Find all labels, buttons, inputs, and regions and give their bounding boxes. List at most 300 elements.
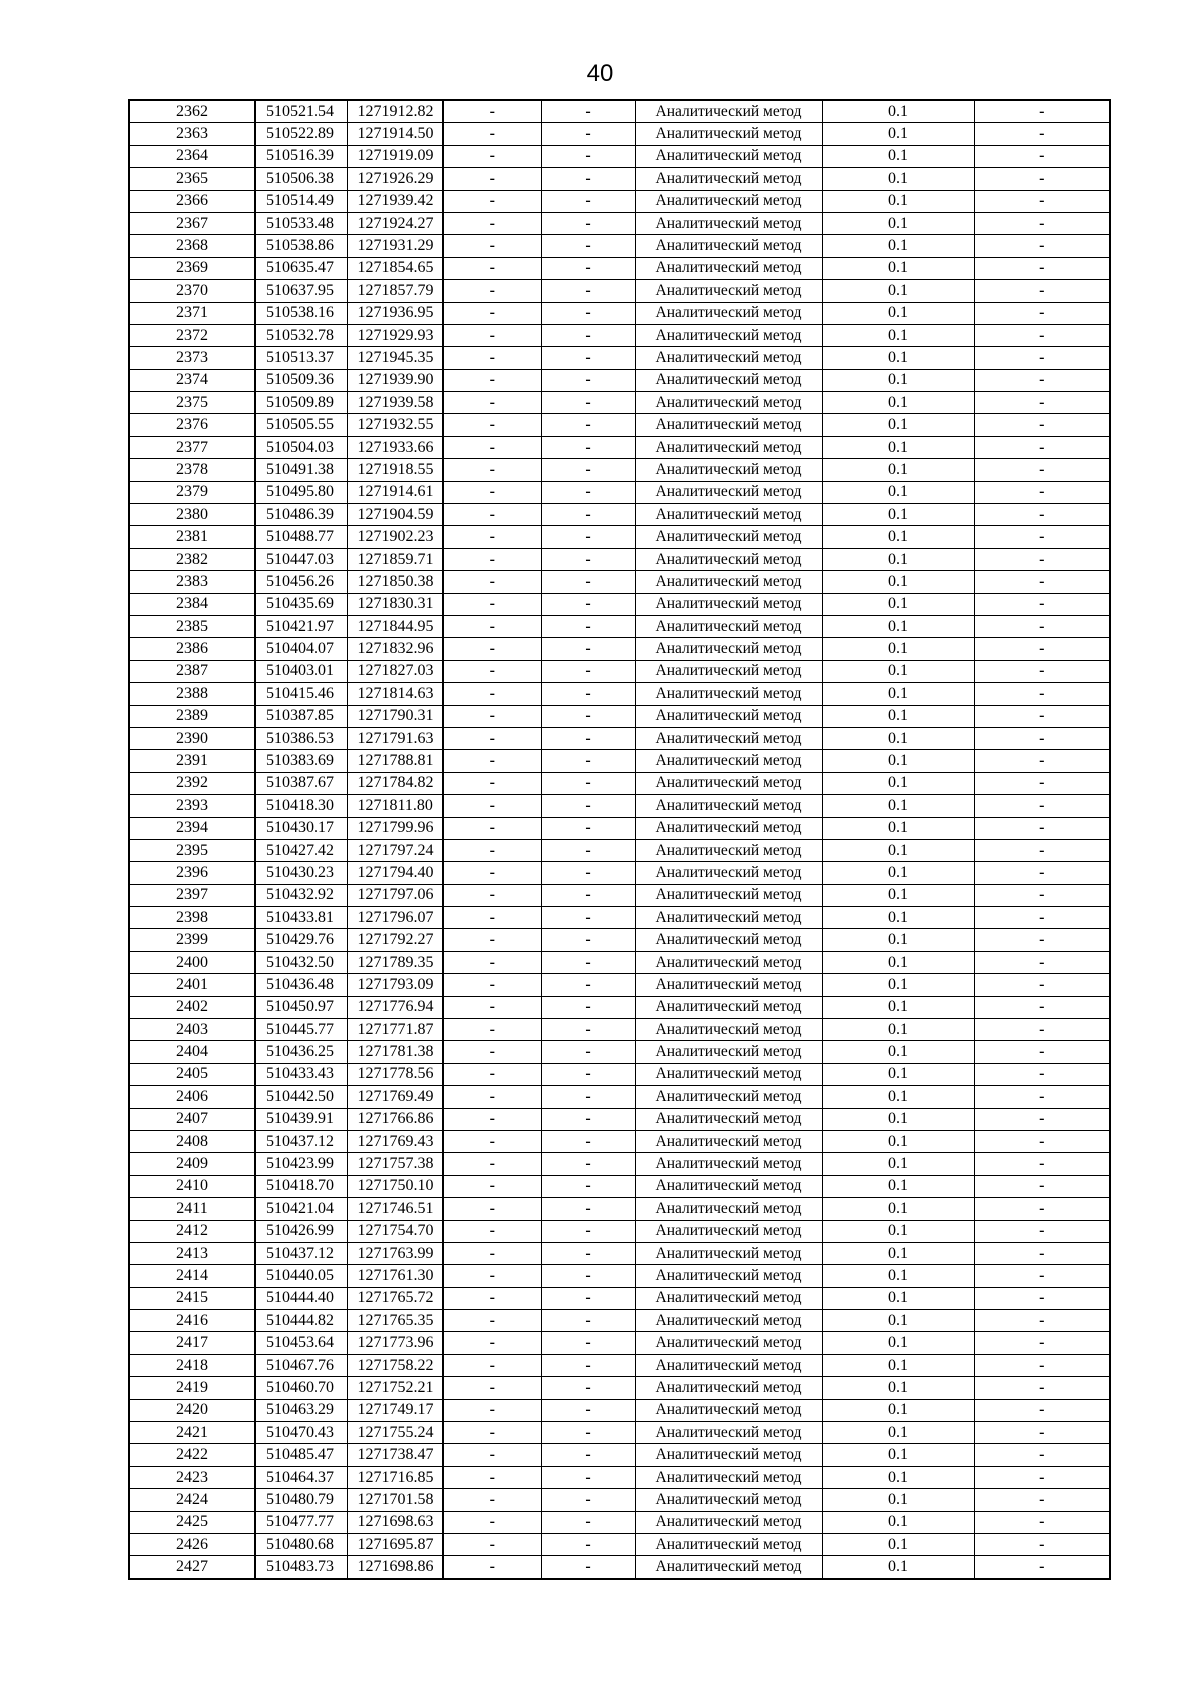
x-coordinate-cell: 510383.69 (255, 750, 347, 772)
empty-cell-b: - (541, 1086, 635, 1108)
empty-cell-b: - (541, 1265, 635, 1287)
x-coordinate-cell: 510442.50 (255, 1086, 347, 1108)
method-cell: Аналитический метод (635, 324, 822, 346)
point-number-cell: 2362 (129, 100, 255, 123)
accuracy-cell: 0.1 (822, 302, 974, 324)
empty-cell-b: - (541, 190, 635, 212)
empty-cell-c: - (974, 526, 1110, 548)
point-number-cell: 2383 (129, 571, 255, 593)
empty-cell-b: - (541, 1399, 635, 1421)
empty-cell-a: - (443, 951, 541, 973)
accuracy-cell: 0.1 (822, 683, 974, 705)
method-cell: Аналитический метод (635, 795, 822, 817)
empty-cell-a: - (443, 996, 541, 1018)
y-coordinate-cell: 1271749.17 (347, 1399, 443, 1421)
accuracy-cell: 0.1 (822, 727, 974, 749)
x-coordinate-cell: 510456.26 (255, 571, 347, 593)
point-number-cell: 2391 (129, 750, 255, 772)
empty-cell-b: - (541, 1220, 635, 1242)
table-row (129, 1399, 1110, 1421)
table-row (129, 1287, 1110, 1309)
table-row (129, 884, 1110, 906)
empty-cell-a: - (443, 1511, 541, 1533)
y-coordinate-cell: 1271914.61 (347, 481, 443, 503)
accuracy-cell: 0.1 (822, 1220, 974, 1242)
table-row (129, 1354, 1110, 1376)
x-coordinate-cell: 510450.97 (255, 996, 347, 1018)
y-coordinate-cell: 1271929.93 (347, 324, 443, 346)
accuracy-cell: 0.1 (822, 907, 974, 929)
x-coordinate-cell: 510467.76 (255, 1354, 347, 1376)
y-coordinate-cell: 1271773.96 (347, 1332, 443, 1354)
y-coordinate-cell: 1271904.59 (347, 504, 443, 526)
empty-cell-a: - (443, 190, 541, 212)
empty-cell-a: - (443, 369, 541, 391)
empty-cell-a: - (443, 1489, 541, 1511)
accuracy-cell: 0.1 (822, 123, 974, 145)
x-coordinate-cell: 510435.69 (255, 593, 347, 615)
empty-cell-c: - (974, 862, 1110, 884)
empty-cell-b: - (541, 1019, 635, 1041)
point-number-cell: 2375 (129, 392, 255, 414)
accuracy-cell: 0.1 (822, 929, 974, 951)
y-coordinate-cell: 1271796.07 (347, 907, 443, 929)
x-coordinate-cell: 510453.64 (255, 1332, 347, 1354)
empty-cell-b: - (541, 504, 635, 526)
method-cell: Аналитический метод (635, 772, 822, 794)
point-number-cell: 2404 (129, 1041, 255, 1063)
table-row (129, 526, 1110, 548)
empty-cell-b: - (541, 481, 635, 503)
x-coordinate-cell: 510426.99 (255, 1220, 347, 1242)
table-row (129, 1377, 1110, 1399)
x-coordinate-cell: 510427.42 (255, 839, 347, 861)
accuracy-cell: 0.1 (822, 145, 974, 167)
accuracy-cell: 0.1 (822, 436, 974, 458)
point-number-cell: 2411 (129, 1198, 255, 1220)
point-number-cell: 2425 (129, 1511, 255, 1533)
point-number-cell: 2389 (129, 705, 255, 727)
point-number-cell: 2374 (129, 369, 255, 391)
accuracy-cell: 0.1 (822, 548, 974, 570)
empty-cell-a: - (443, 907, 541, 929)
empty-cell-c: - (974, 190, 1110, 212)
y-coordinate-cell: 1271784.82 (347, 772, 443, 794)
empty-cell-b: - (541, 1310, 635, 1332)
point-number-cell: 2381 (129, 526, 255, 548)
x-coordinate-cell: 510387.85 (255, 705, 347, 727)
table-row (129, 795, 1110, 817)
empty-cell-c: - (974, 705, 1110, 727)
table-row (129, 750, 1110, 772)
empty-cell-c: - (974, 974, 1110, 996)
empty-cell-b: - (541, 1377, 635, 1399)
table-row (129, 190, 1110, 212)
point-number-cell: 2413 (129, 1242, 255, 1264)
empty-cell-b: - (541, 1242, 635, 1264)
empty-cell-c: - (974, 414, 1110, 436)
method-cell: Аналитический метод (635, 839, 822, 861)
point-number-cell: 2418 (129, 1354, 255, 1376)
empty-cell-a: - (443, 638, 541, 660)
empty-cell-b: - (541, 526, 635, 548)
x-coordinate-cell: 510516.39 (255, 145, 347, 167)
empty-cell-c: - (974, 1444, 1110, 1466)
empty-cell-c: - (974, 1242, 1110, 1264)
accuracy-cell: 0.1 (822, 996, 974, 1018)
accuracy-cell: 0.1 (822, 772, 974, 794)
empty-cell-b: - (541, 1489, 635, 1511)
y-coordinate-cell: 1271797.24 (347, 839, 443, 861)
empty-cell-a: - (443, 1242, 541, 1264)
x-coordinate-cell: 510635.47 (255, 257, 347, 279)
y-coordinate-cell: 1271769.49 (347, 1086, 443, 1108)
point-number-cell: 2367 (129, 212, 255, 234)
empty-cell-b: - (541, 638, 635, 660)
method-cell: Аналитический метод (635, 1332, 822, 1354)
table-row (129, 1220, 1110, 1242)
method-cell: Аналитический метод (635, 414, 822, 436)
empty-cell-b: - (541, 593, 635, 615)
table-row (129, 1086, 1110, 1108)
method-cell: Аналитический метод (635, 571, 822, 593)
table-row (129, 974, 1110, 996)
method-cell: Аналитический метод (635, 1534, 822, 1556)
empty-cell-b: - (541, 1153, 635, 1175)
x-coordinate-cell: 510495.80 (255, 481, 347, 503)
x-coordinate-cell: 510532.78 (255, 324, 347, 346)
table-row (129, 1422, 1110, 1444)
y-coordinate-cell: 1271765.72 (347, 1287, 443, 1309)
empty-cell-a: - (443, 727, 541, 749)
empty-cell-a: - (443, 168, 541, 190)
empty-cell-a: - (443, 795, 541, 817)
empty-cell-a: - (443, 1556, 541, 1579)
point-number-cell: 2393 (129, 795, 255, 817)
table-row (129, 168, 1110, 190)
x-coordinate-cell: 510463.29 (255, 1399, 347, 1421)
x-coordinate-cell: 510436.48 (255, 974, 347, 996)
empty-cell-c: - (974, 907, 1110, 929)
accuracy-cell: 0.1 (822, 1399, 974, 1421)
method-cell: Аналитический метод (635, 1198, 822, 1220)
empty-cell-a: - (443, 1534, 541, 1556)
table-row (129, 436, 1110, 458)
table-row (129, 504, 1110, 526)
table-row (129, 907, 1110, 929)
empty-cell-c: - (974, 481, 1110, 503)
point-number-cell: 2423 (129, 1466, 255, 1488)
accuracy-cell: 0.1 (822, 1354, 974, 1376)
empty-cell-a: - (443, 1019, 541, 1041)
point-number-cell: 2382 (129, 548, 255, 570)
empty-cell-b: - (541, 392, 635, 414)
x-coordinate-cell: 510483.73 (255, 1556, 347, 1579)
x-coordinate-cell: 510430.23 (255, 862, 347, 884)
accuracy-cell: 0.1 (822, 280, 974, 302)
y-coordinate-cell: 1271778.56 (347, 1063, 443, 1085)
point-number-cell: 2419 (129, 1377, 255, 1399)
method-cell: Аналитический метод (635, 907, 822, 929)
empty-cell-b: - (541, 929, 635, 951)
y-coordinate-cell: 1271799.96 (347, 817, 443, 839)
accuracy-cell: 0.1 (822, 1534, 974, 1556)
empty-cell-c: - (974, 1063, 1110, 1085)
x-coordinate-cell: 510447.03 (255, 548, 347, 570)
x-coordinate-cell: 510485.47 (255, 1444, 347, 1466)
empty-cell-a: - (443, 100, 541, 123)
empty-cell-c: - (974, 996, 1110, 1018)
table-row (129, 100, 1110, 123)
point-number-cell: 2386 (129, 638, 255, 660)
empty-cell-a: - (443, 1265, 541, 1287)
empty-cell-a: - (443, 817, 541, 839)
empty-cell-c: - (974, 369, 1110, 391)
empty-cell-c: - (974, 347, 1110, 369)
empty-cell-a: - (443, 1063, 541, 1085)
accuracy-cell: 0.1 (822, 839, 974, 861)
x-coordinate-cell: 510429.76 (255, 929, 347, 951)
empty-cell-b: - (541, 996, 635, 1018)
empty-cell-c: - (974, 817, 1110, 839)
table-row (129, 1242, 1110, 1264)
point-number-cell: 2387 (129, 660, 255, 682)
accuracy-cell: 0.1 (822, 481, 974, 503)
point-number-cell: 2380 (129, 504, 255, 526)
empty-cell-b: - (541, 884, 635, 906)
point-number-cell: 2410 (129, 1175, 255, 1197)
y-coordinate-cell: 1271755.24 (347, 1422, 443, 1444)
accuracy-cell: 0.1 (822, 190, 974, 212)
accuracy-cell: 0.1 (822, 1489, 974, 1511)
empty-cell-c: - (974, 392, 1110, 414)
accuracy-cell: 0.1 (822, 168, 974, 190)
empty-cell-a: - (443, 436, 541, 458)
method-cell: Аналитический метод (635, 459, 822, 481)
point-number-cell: 2372 (129, 324, 255, 346)
method-cell: Аналитический метод (635, 951, 822, 973)
empty-cell-b: - (541, 1422, 635, 1444)
method-cell: Аналитический метод (635, 1422, 822, 1444)
y-coordinate-cell: 1271918.55 (347, 459, 443, 481)
empty-cell-c: - (974, 1175, 1110, 1197)
empty-cell-b: - (541, 212, 635, 234)
table-row (129, 951, 1110, 973)
y-coordinate-cell: 1271750.10 (347, 1175, 443, 1197)
y-coordinate-cell: 1271758.22 (347, 1354, 443, 1376)
x-coordinate-cell: 510480.68 (255, 1534, 347, 1556)
empty-cell-b: - (541, 257, 635, 279)
x-coordinate-cell: 510538.86 (255, 235, 347, 257)
empty-cell-c: - (974, 660, 1110, 682)
x-coordinate-cell: 510387.67 (255, 772, 347, 794)
empty-cell-b: - (541, 324, 635, 346)
y-coordinate-cell: 1271790.31 (347, 705, 443, 727)
x-coordinate-cell: 510506.38 (255, 168, 347, 190)
accuracy-cell: 0.1 (822, 1153, 974, 1175)
empty-cell-c: - (974, 302, 1110, 324)
method-cell: Аналитический метод (635, 212, 822, 234)
empty-cell-c: - (974, 459, 1110, 481)
empty-cell-a: - (443, 504, 541, 526)
method-cell: Аналитический метод (635, 1086, 822, 1108)
method-cell: Аналитический метод (635, 1220, 822, 1242)
accuracy-cell: 0.1 (822, 750, 974, 772)
table-row (129, 145, 1110, 167)
point-number-cell: 2424 (129, 1489, 255, 1511)
accuracy-cell: 0.1 (822, 414, 974, 436)
y-coordinate-cell: 1271793.09 (347, 974, 443, 996)
table-row (129, 727, 1110, 749)
empty-cell-c: - (974, 1130, 1110, 1152)
empty-cell-c: - (974, 324, 1110, 346)
empty-cell-b: - (541, 772, 635, 794)
point-number-cell: 2405 (129, 1063, 255, 1085)
x-coordinate-cell: 510486.39 (255, 504, 347, 526)
x-coordinate-cell: 510480.79 (255, 1489, 347, 1511)
method-cell: Аналитический метод (635, 526, 822, 548)
x-coordinate-cell: 510460.70 (255, 1377, 347, 1399)
y-coordinate-cell: 1271926.29 (347, 168, 443, 190)
empty-cell-c: - (974, 212, 1110, 234)
x-coordinate-cell: 510509.36 (255, 369, 347, 391)
empty-cell-b: - (541, 1354, 635, 1376)
point-number-cell: 2369 (129, 257, 255, 279)
accuracy-cell: 0.1 (822, 1019, 974, 1041)
empty-cell-c: - (974, 100, 1110, 123)
table-row (129, 1466, 1110, 1488)
table-row (129, 593, 1110, 615)
empty-cell-c: - (974, 683, 1110, 705)
accuracy-cell: 0.1 (822, 1175, 974, 1197)
point-number-cell: 2378 (129, 459, 255, 481)
empty-cell-a: - (443, 145, 541, 167)
method-cell: Аналитический метод (635, 347, 822, 369)
empty-cell-c: - (974, 168, 1110, 190)
y-coordinate-cell: 1271844.95 (347, 615, 443, 637)
accuracy-cell: 0.1 (822, 1444, 974, 1466)
empty-cell-c: - (974, 727, 1110, 749)
x-coordinate-cell: 510421.97 (255, 615, 347, 637)
page-number: 40 (586, 60, 614, 87)
empty-cell-c: - (974, 571, 1110, 593)
empty-cell-a: - (443, 1220, 541, 1242)
method-cell: Аналитический метод (635, 1556, 822, 1579)
table-row (129, 862, 1110, 884)
accuracy-cell: 0.1 (822, 324, 974, 346)
empty-cell-b: - (541, 1466, 635, 1488)
empty-cell-c: - (974, 1019, 1110, 1041)
empty-cell-a: - (443, 1175, 541, 1197)
empty-cell-b: - (541, 660, 635, 682)
empty-cell-a: - (443, 571, 541, 593)
method-cell: Аналитический метод (635, 660, 822, 682)
method-cell: Аналитический метод (635, 123, 822, 145)
method-cell: Аналитический метод (635, 750, 822, 772)
empty-cell-b: - (541, 347, 635, 369)
method-cell: Аналитический метод (635, 1265, 822, 1287)
point-number-cell: 2401 (129, 974, 255, 996)
table-row (129, 1489, 1110, 1511)
accuracy-cell: 0.1 (822, 459, 974, 481)
point-number-cell: 2373 (129, 347, 255, 369)
empty-cell-a: - (443, 862, 541, 884)
point-number-cell: 2366 (129, 190, 255, 212)
method-cell: Аналитический метод (635, 1041, 822, 1063)
table-row (129, 839, 1110, 861)
x-coordinate-cell: 510538.16 (255, 302, 347, 324)
point-number-cell: 2414 (129, 1265, 255, 1287)
x-coordinate-cell: 510444.40 (255, 1287, 347, 1309)
method-cell: Аналитический метод (635, 638, 822, 660)
method-cell: Аналитический метод (635, 1153, 822, 1175)
method-cell: Аналитический метод (635, 615, 822, 637)
y-coordinate-cell: 1271698.86 (347, 1556, 443, 1579)
empty-cell-b: - (541, 839, 635, 861)
x-coordinate-cell: 510509.89 (255, 392, 347, 414)
empty-cell-c: - (974, 436, 1110, 458)
method-cell: Аналитический метод (635, 1130, 822, 1152)
point-number-cell: 2384 (129, 593, 255, 615)
empty-cell-c: - (974, 1534, 1110, 1556)
accuracy-cell: 0.1 (822, 1377, 974, 1399)
x-coordinate-cell: 510433.81 (255, 907, 347, 929)
table-row (129, 1019, 1110, 1041)
table-row (129, 1332, 1110, 1354)
empty-cell-a: - (443, 593, 541, 615)
y-coordinate-cell: 1271776.94 (347, 996, 443, 1018)
x-coordinate-cell: 510430.17 (255, 817, 347, 839)
y-coordinate-cell: 1271695.87 (347, 1534, 443, 1556)
table-row (129, 280, 1110, 302)
y-coordinate-cell: 1271924.27 (347, 212, 443, 234)
table-row (129, 212, 1110, 234)
x-coordinate-cell: 510436.25 (255, 1041, 347, 1063)
x-coordinate-cell: 510386.53 (255, 727, 347, 749)
empty-cell-a: - (443, 772, 541, 794)
empty-cell-b: - (541, 145, 635, 167)
empty-cell-b: - (541, 459, 635, 481)
method-cell: Аналитический метод (635, 481, 822, 503)
x-coordinate-cell: 510513.37 (255, 347, 347, 369)
empty-cell-c: - (974, 1108, 1110, 1130)
table-body (129, 100, 1110, 1579)
x-coordinate-cell: 510445.77 (255, 1019, 347, 1041)
table-row (129, 615, 1110, 637)
x-coordinate-cell: 510505.55 (255, 414, 347, 436)
y-coordinate-cell: 1271757.38 (347, 1153, 443, 1175)
empty-cell-c: - (974, 884, 1110, 906)
accuracy-cell: 0.1 (822, 974, 974, 996)
empty-cell-c: - (974, 548, 1110, 570)
method-cell: Аналитический метод (635, 1108, 822, 1130)
x-coordinate-cell: 510439.91 (255, 1108, 347, 1130)
point-number-cell: 2417 (129, 1332, 255, 1354)
point-number-cell: 2426 (129, 1534, 255, 1556)
point-number-cell: 2377 (129, 436, 255, 458)
x-coordinate-cell: 510421.04 (255, 1198, 347, 1220)
y-coordinate-cell: 1271769.43 (347, 1130, 443, 1152)
y-coordinate-cell: 1271701.58 (347, 1489, 443, 1511)
table-row (129, 257, 1110, 279)
y-coordinate-cell: 1271811.80 (347, 795, 443, 817)
method-cell: Аналитический метод (635, 1310, 822, 1332)
empty-cell-c: - (974, 1489, 1110, 1511)
method-cell: Аналитический метод (635, 302, 822, 324)
accuracy-cell: 0.1 (822, 392, 974, 414)
method-cell: Аналитический метод (635, 862, 822, 884)
empty-cell-a: - (443, 1108, 541, 1130)
